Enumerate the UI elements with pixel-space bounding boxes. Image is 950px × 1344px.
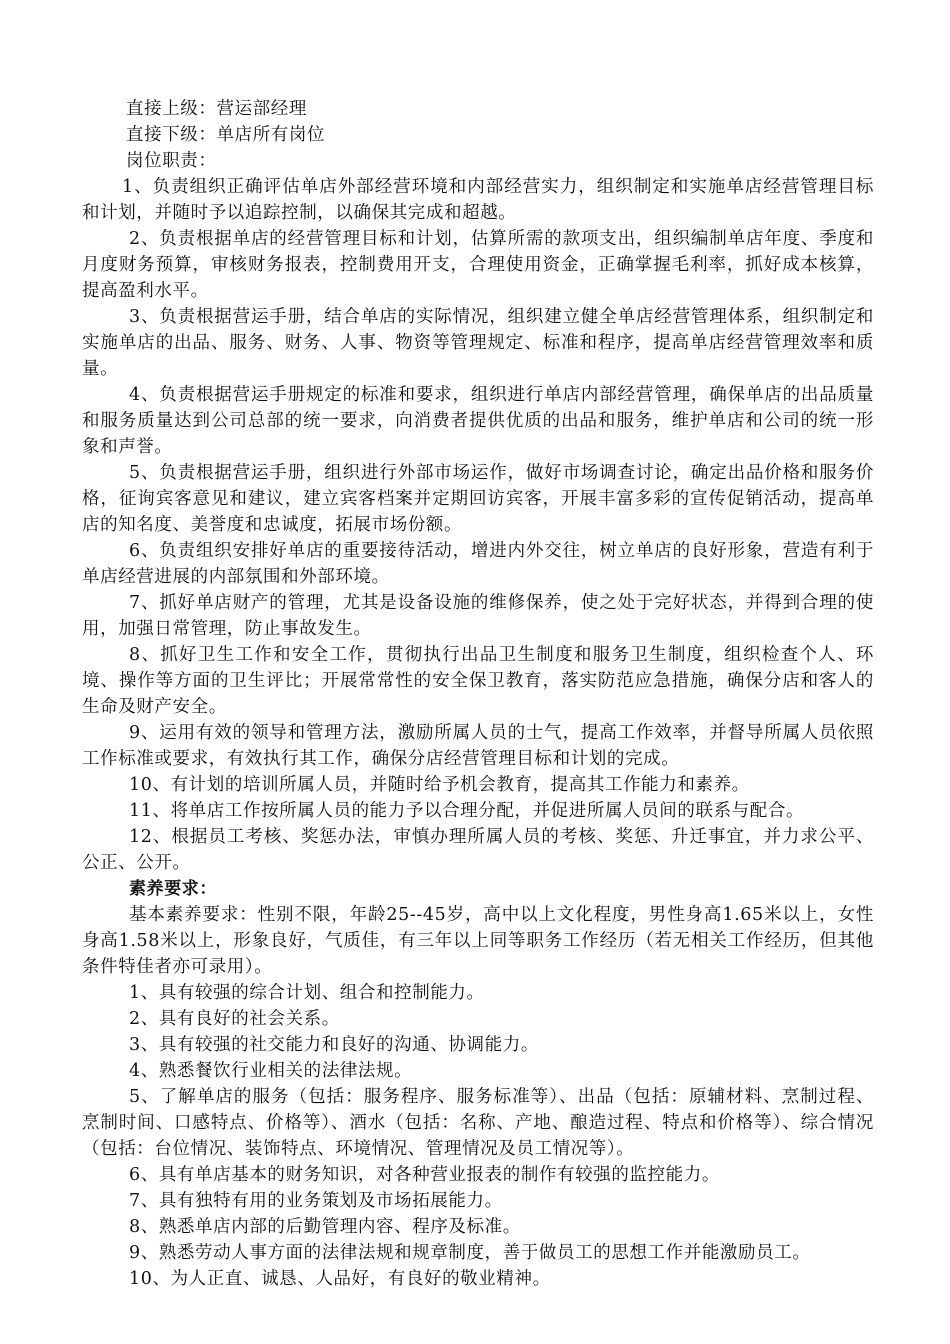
requirement-item: 10、为人正直、诚恳、人品好，有良好的敬业精神。 — [129, 1269, 551, 1289]
requirement-item: 7、具有独特有用的业务策划及市场拓展能力。 — [129, 1191, 503, 1211]
duty-item: 3、负责根据营运手册，结合单店的实际情况，组织建立健全单店经营管理体系，组织制定和实施单店的出品、服务、财务、人事、物资等管理规定、标准和程序，提高单店经营管理效率和质量。 — [82, 307, 874, 379]
duty-item: 5、负责根据营运手册，组织进行外部市场运作，做好市场调查讨论，确定出品价格和服务价格，征询宾客意见和建议，建立宾客档案并定期回访宾客，开展丰富多彩的宣传促销活动，提高单店的知名度、美誉度和忠诚度，拓展市场份额。 — [82, 463, 874, 535]
document-page — [82, 96, 874, 1292]
superior-line: 直接上级：营运部经理 — [126, 99, 307, 119]
duty-item: 11、将单店工作按所属人员的能力予以合理分配，并促进所属人员间的联系与配合。 — [129, 801, 805, 821]
requirement-item: 2、具有良好的社会关系。 — [129, 1009, 340, 1029]
duty-item: 6、负责组织安排好单店的重要接待活动，增进内外交往，树立单店的良好形象，营造有利于单店经营进展的内部氛围和外部环境。 — [82, 541, 874, 587]
requirement-item: 3、具有较强的社交能力和良好的沟通、协调能力。 — [129, 1035, 539, 1055]
duty-item: 9、运用有效的领导和管理方法，激励所属人员的士气，提高工作效率，并督导所属人员依照工作标准或要求，有效执行其工作，确保分店经营管理目标和计划的完成。 — [82, 723, 874, 769]
duty-item: 7、抓好单店财产的管理，尤其是设备设施的维修保养，使之处于完好状态，并得到合理的使用，加强日常管理，防止事故发生。 — [82, 593, 874, 639]
duty-item: 12、根据员工考核、奖惩办法，审慎办理所属人员的考核、奖惩、升迁事宜，并力求公平、公正、公开。 — [82, 827, 874, 873]
requirement-item: 6、具有单店基本的财务知识，对各种营业报表的制作有较强的监控能力。 — [129, 1165, 720, 1185]
duty-item: 1、负责组织正确评估单店外部经营环境和内部经营实力，组织制定和实施单店经营管理目标和计划，并随时予以追踪控制，以确保其完成和超越。 — [82, 177, 874, 223]
subordinate-line: 直接下级：单店所有岗位 — [126, 125, 326, 145]
requirement-item: 5、了解单店的服务（包括：服务程序、服务标准等）、出品（包括：原辅材料、烹制过程、烹制时间、口感特点、价格等）、酒水（包括：名称、产地、酿造过程、特点和价格等）、综合情况（包括：台位情况、装饰特点、环境情况、管理情况及员工情况等）。 — [82, 1087, 874, 1159]
requirement-item: 9、熟悉劳动人事方面的法律法规和规章制度，善于做员工的思想工作并能激励员工。 — [129, 1243, 811, 1263]
duty-item: 10、有计划的培训所属人员，并随时给予机会教育，提高其工作能力和素养。 — [129, 775, 750, 795]
requirement-item: 8、熟悉单店内部的后勤管理内容、程序及标准。 — [129, 1217, 521, 1237]
requirement-item: 1、具有较强的综合计划、组合和控制能力。 — [129, 983, 485, 1003]
requirements-basic: 基本素养要求：性别不限，年龄25--45岁，高中以上文化程度，男性身高1.65米以上，女性身高1.58米以上，形象良好，气质佳，有三年以上同等职务工作经历（若无相关工作经历，但其他条件特佳者亦可录用）。 — [82, 905, 874, 977]
duty-item: 8、抓好卫生工作和安全工作，贯彻执行出品卫生制度和服务卫生制度，组织检查个人、环境、操作等方面的卫生评比；开展常常性的安全保卫教育，落实防范应急措施，确保分店和客人的生命及财产安全。 — [82, 645, 874, 717]
requirement-item: 4、熟悉餐饮行业相关的法律法规。 — [129, 1061, 413, 1081]
duty-item: 2、负责根据单店的经营管理目标和计划，估算所需的款项支出，组织编制单店年度、季度和月度财务预算，审核财务报表，控制费用开支，合理使用资金，正确掌握毛利率，抓好成本核算，提高盈利水平。 — [82, 229, 874, 301]
duties-title: 岗位职责： — [126, 151, 217, 171]
duty-item: 4、负责根据营运手册规定的标准和要求，组织进行单店内部经营管理，确保单店的出品质量和服务质量达到公司总部的统一要求，向消费者提供优质的出品和服务，维护单店和公司的统一形象和声誉。 — [82, 385, 874, 457]
requirements-title: 素养要求： — [129, 879, 217, 899]
